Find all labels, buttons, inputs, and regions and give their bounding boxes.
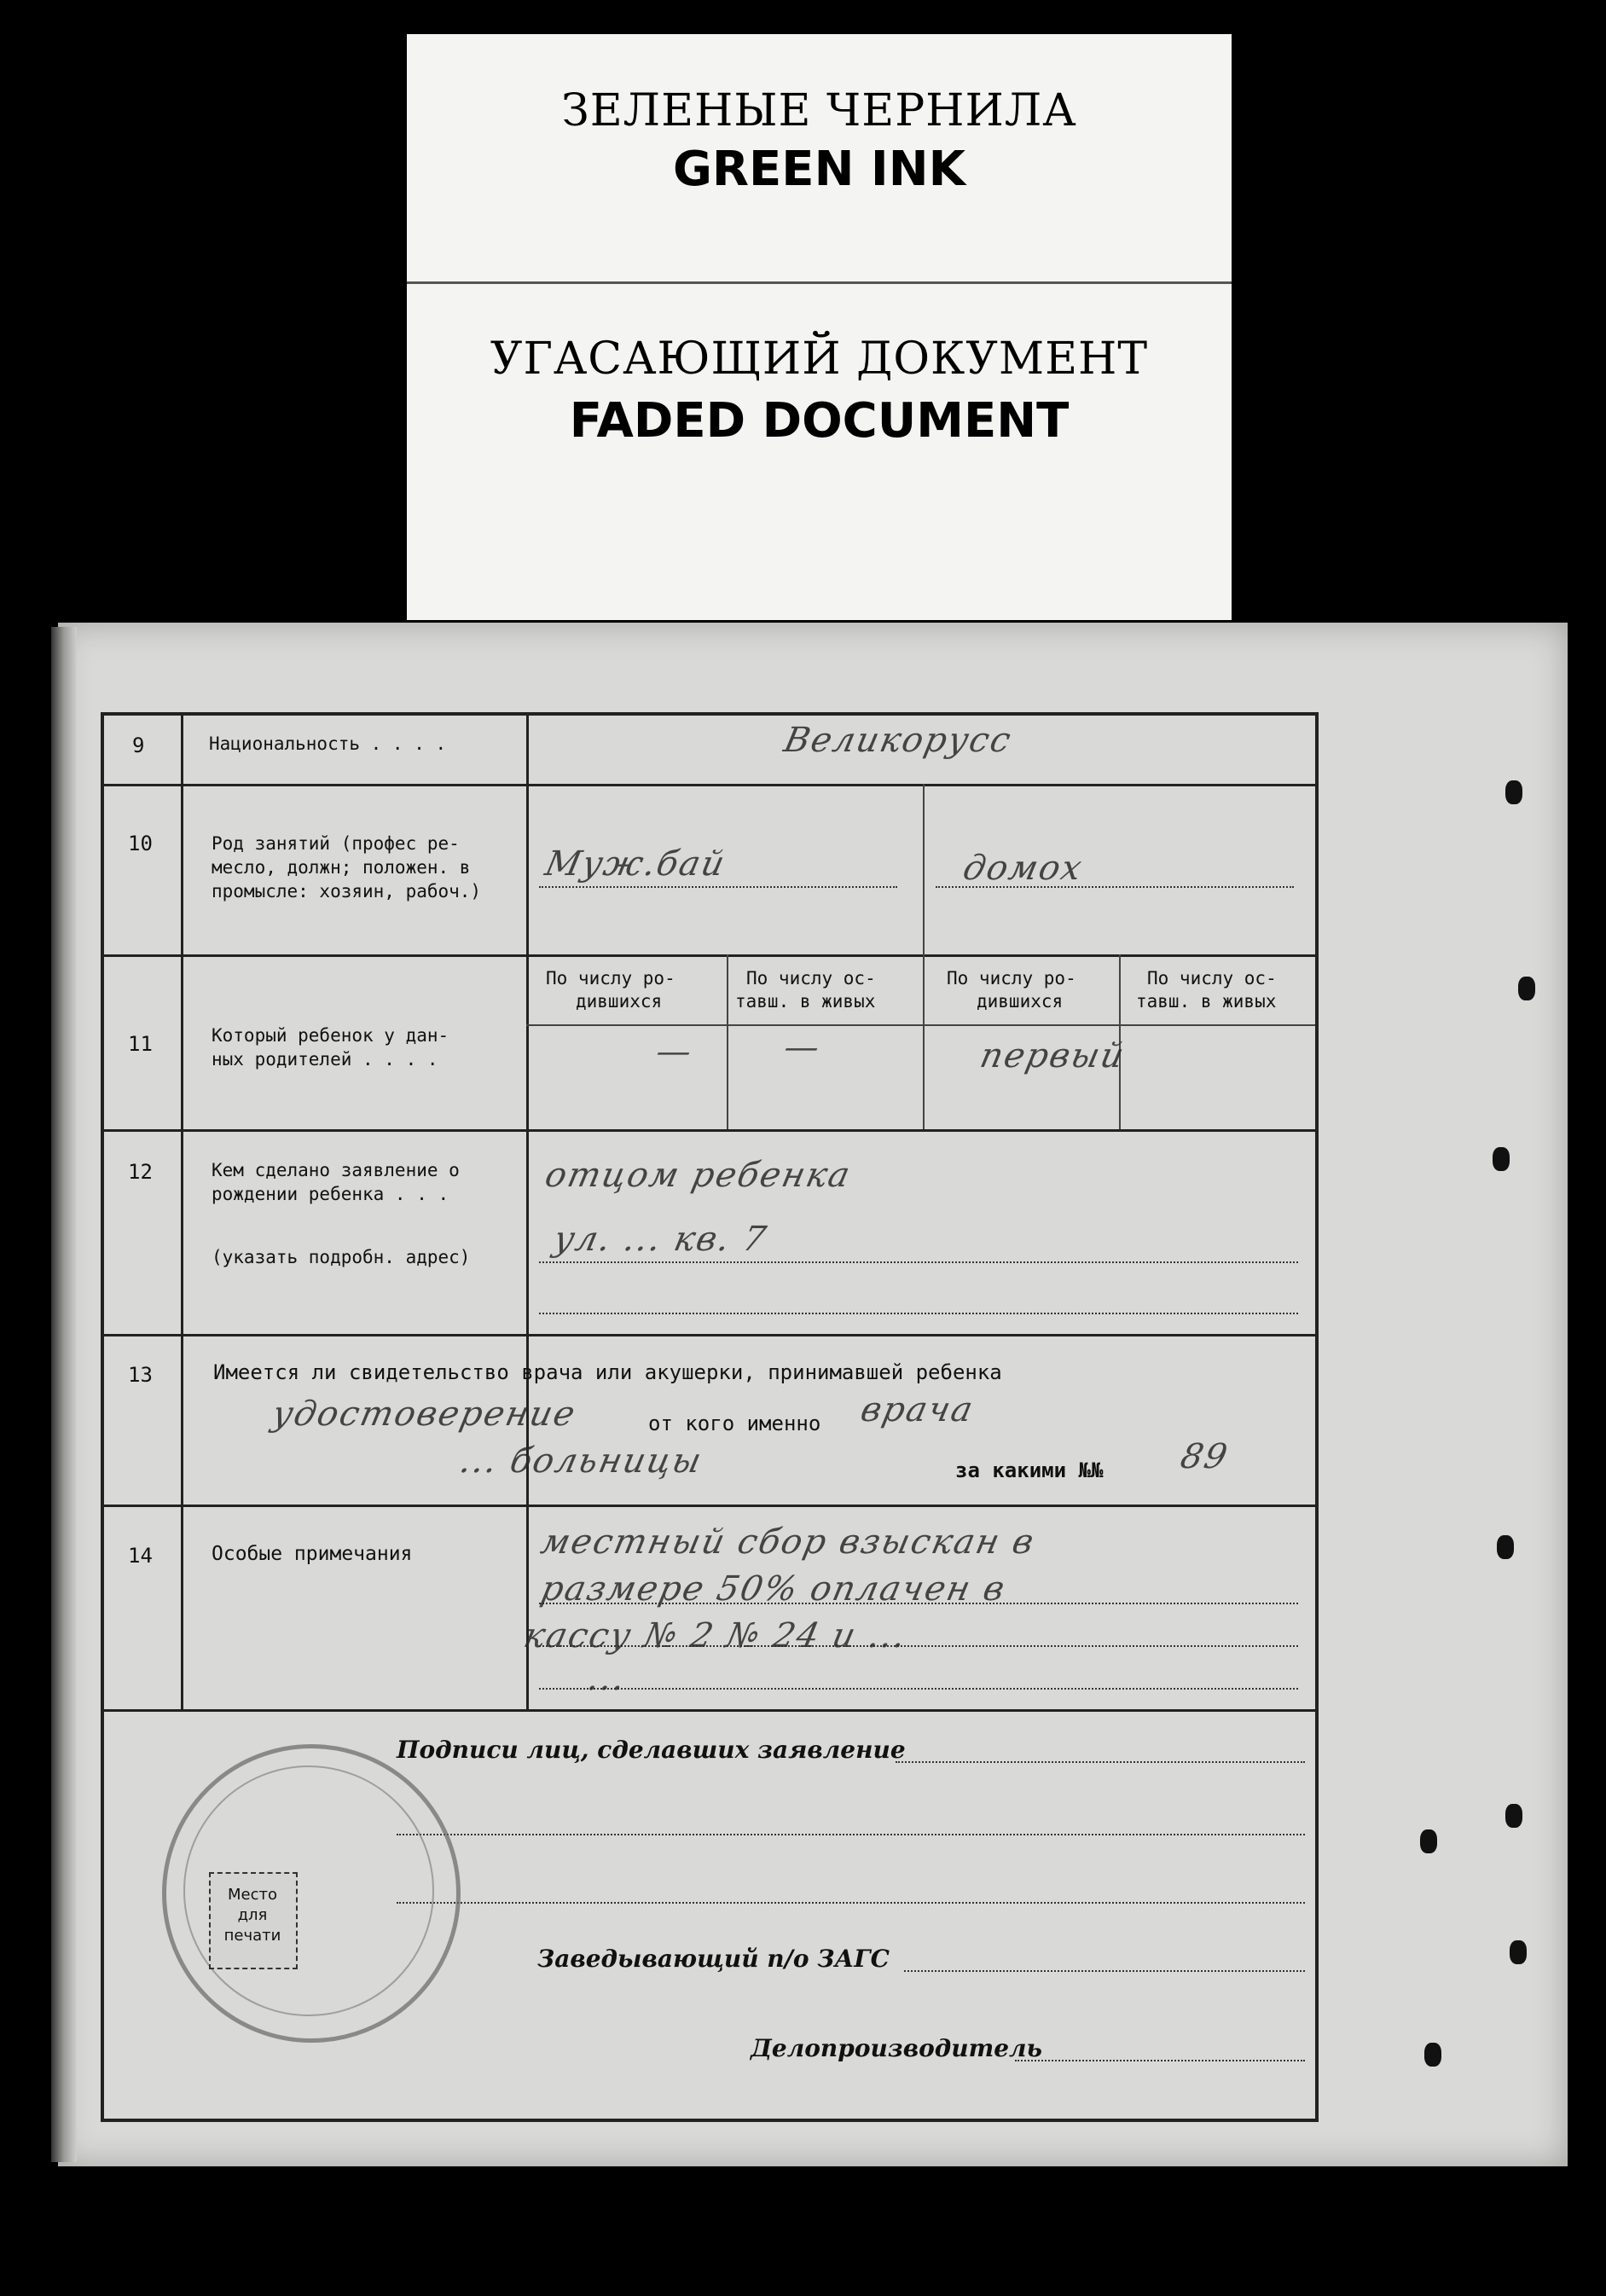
punch-hole bbox=[1493, 1147, 1510, 1171]
signature-line bbox=[397, 1834, 1305, 1835]
card-text-ru: УГАСАЮЩИЙ ДОКУМЕНТ bbox=[490, 333, 1149, 385]
col-header: дившихся bbox=[576, 991, 663, 1012]
fill-line bbox=[539, 1313, 1298, 1314]
applicant-label-2: рождении ребенка . . . bbox=[212, 1184, 449, 1204]
certificate-institution: ... больницы bbox=[456, 1441, 707, 1481]
col-divider bbox=[923, 784, 925, 954]
occupation-label-1: Род занятий (профес ре- bbox=[212, 833, 460, 854]
certificate-question: Имеется ли свидетельство врача или акушерки, принимавшей ребенка bbox=[213, 1360, 1002, 1384]
from-whom-label: от кого именно bbox=[648, 1412, 821, 1435]
row-number: 12 bbox=[128, 1160, 153, 1184]
nationality-value: Великорусс bbox=[780, 721, 1016, 760]
col-divider bbox=[181, 716, 183, 1709]
card-text-en: FADED DOCUMENT bbox=[569, 393, 1070, 449]
applicants-signature-label: Подписи лиц, сделавших заявление bbox=[397, 1736, 906, 1764]
col-header: По числу ро- bbox=[546, 968, 675, 989]
signature-line bbox=[904, 1970, 1305, 1972]
punch-hole bbox=[1518, 977, 1535, 1000]
col-header: дившихся bbox=[977, 991, 1064, 1012]
child-order-label-2: ных родителей . . . . bbox=[212, 1049, 438, 1070]
signature-line bbox=[397, 1902, 1305, 1904]
row-divider bbox=[104, 1505, 1315, 1507]
col-divider bbox=[727, 954, 728, 1129]
applicant-label-1: Кем сделано заявление о bbox=[212, 1160, 460, 1180]
col-header-divider bbox=[526, 1024, 1315, 1026]
father-occupation: Муж.бай bbox=[542, 844, 730, 884]
card-text-ru: ЗЕЛЕНЫЕ ЧЕРНИЛА bbox=[561, 85, 1077, 136]
special-notes-2: размере 50% оплачен в bbox=[537, 1569, 1010, 1609]
col-divider bbox=[526, 716, 529, 1709]
row-number: 13 bbox=[128, 1363, 153, 1387]
row-divider bbox=[104, 954, 1315, 957]
child-order-value: — bbox=[780, 1028, 825, 1067]
col-header: тавш. в живых bbox=[1136, 991, 1277, 1012]
signature-line bbox=[1015, 2060, 1305, 2061]
punch-hole bbox=[1420, 1829, 1437, 1853]
row-divider bbox=[104, 1709, 1315, 1712]
occupation-label-3: промысле: хозяин, рабоч.) bbox=[212, 881, 482, 902]
fill-line bbox=[539, 1688, 1298, 1690]
row-number: 10 bbox=[128, 832, 153, 855]
col-header: По числу ро- bbox=[947, 968, 1076, 989]
applicant-label-3: (указать подробн. адрес) bbox=[212, 1247, 471, 1267]
seal-place-line: Место bbox=[228, 1886, 277, 1904]
col-header: тавш. в живых bbox=[735, 991, 876, 1012]
child-order-value: — bbox=[652, 1032, 697, 1071]
col-header: По числу ос- bbox=[1147, 968, 1277, 989]
label-card-green-ink bbox=[407, 34, 1232, 290]
certificate-value: удостоверение bbox=[269, 1394, 580, 1434]
col-divider bbox=[923, 954, 925, 1129]
seal-place-line: для bbox=[237, 1906, 268, 1924]
registry-head-label: Заведывающий п/о ЗАГС bbox=[537, 1945, 890, 1973]
punch-hole bbox=[1505, 1804, 1522, 1828]
signature-line bbox=[896, 1761, 1305, 1763]
row-number: 9 bbox=[132, 733, 145, 757]
punch-hole bbox=[1424, 2043, 1441, 2067]
row-divider bbox=[104, 1129, 1315, 1132]
certificate-number: 89 bbox=[1177, 1437, 1232, 1476]
special-notes-1: местный сбор взыскан в bbox=[537, 1522, 1039, 1562]
special-notes-3: кассу № 2 № 24 и ... bbox=[520, 1616, 911, 1655]
child-order-value: первый bbox=[977, 1036, 1129, 1076]
nationality-label: Национальность . . . . bbox=[209, 733, 447, 754]
punch-hole bbox=[1497, 1535, 1514, 1559]
row-number: 11 bbox=[128, 1032, 153, 1056]
col-header: По числу ос- bbox=[746, 968, 876, 989]
fill-line bbox=[539, 1261, 1298, 1263]
seal-place-label bbox=[212, 1885, 293, 1946]
punch-hole bbox=[1510, 1940, 1527, 1964]
punch-hole bbox=[1505, 780, 1522, 804]
mother-occupation: домох bbox=[960, 849, 1087, 888]
special-notes-label: Особые примечания bbox=[212, 1543, 413, 1565]
row-number: 14 bbox=[128, 1544, 153, 1568]
row-divider bbox=[104, 1334, 1315, 1336]
fill-line bbox=[539, 886, 897, 888]
certificate-from: врача bbox=[857, 1390, 978, 1429]
child-order-label-1: Который ребенок у дан- bbox=[212, 1025, 449, 1046]
label-card-faded-document bbox=[407, 281, 1232, 620]
sheet-binding-edge bbox=[51, 627, 77, 2162]
card-text-en: GREEN INK bbox=[672, 142, 966, 197]
seal-place-line: печати bbox=[223, 1927, 281, 1945]
applicant-address: ул. ... кв. 7 bbox=[550, 1220, 771, 1259]
occupation-label-2: месло, должн; положен. в bbox=[212, 857, 471, 878]
row-divider bbox=[104, 784, 1315, 786]
special-notes-4: ... bbox=[584, 1659, 631, 1698]
clerk-label: Делопроизводитель bbox=[751, 2034, 1043, 2062]
numbers-label: за какими №№ bbox=[955, 1458, 1104, 1482]
applicant-name: отцом ребенка bbox=[542, 1156, 855, 1195]
